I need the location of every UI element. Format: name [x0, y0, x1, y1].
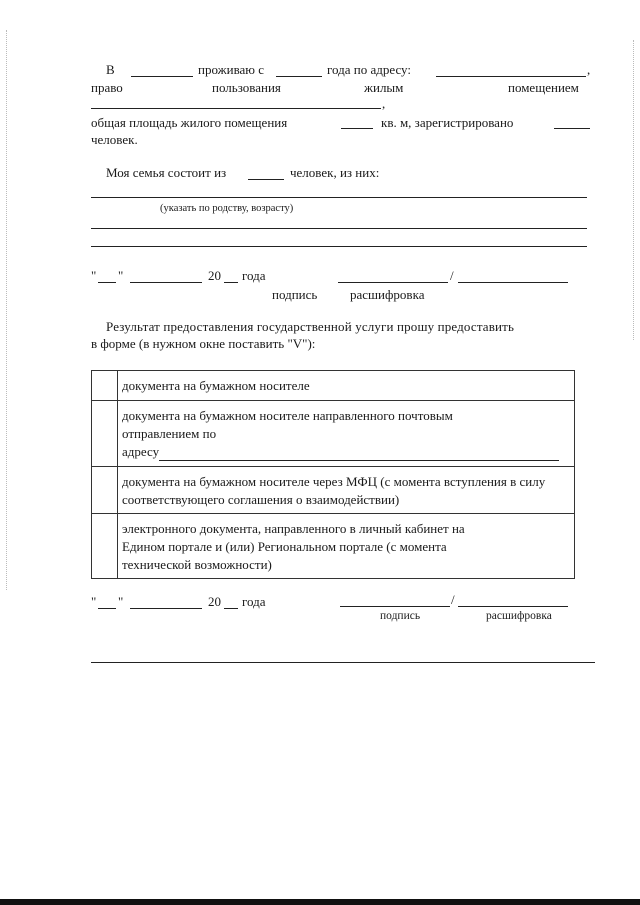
option-text-mfc: документа на бумажном носителе через МФЦ (с момента вступления в силу соответствующего соглашения о взаимодействии) [118, 467, 575, 514]
sig2-decode-blank[interactable] [458, 606, 568, 607]
option-address-blank[interactable] [159, 446, 559, 461]
persons-text: человек. [91, 132, 138, 147]
option-checkbox-paper[interactable] [92, 371, 118, 401]
option-row-electronic [92, 514, 575, 579]
family-persons-text: человек, из них: [290, 165, 380, 180]
comma-1: , [587, 62, 591, 77]
right-word: право [91, 80, 123, 95]
result-line-1: Результат предоставления государственной услуги прошу предоставить [106, 319, 515, 334]
sig1-quote-close: " [118, 268, 124, 283]
family-consists-text: Моя семья состоит из [106, 165, 227, 180]
option-address-row [122, 443, 570, 461]
sig1-signature-blank[interactable] [338, 282, 448, 283]
sig2-slash: / [451, 592, 455, 607]
scan-margin-left [6, 30, 8, 590]
sig2-quote-close: " [118, 594, 124, 609]
sig1-sign-label: подпись [272, 287, 318, 302]
sig1-year-word: года [242, 268, 266, 283]
use-basis-blank[interactable] [91, 108, 381, 109]
use-word: пользования [212, 80, 281, 95]
premises-word: помещением [508, 80, 579, 95]
option-text-mail: документа на бумажном носителе направленного почтовым отправлением по [122, 408, 453, 441]
city-blank[interactable] [131, 76, 193, 77]
comma-2: , [382, 96, 386, 111]
sq-m-text: кв. м, зарегистрировано [381, 115, 514, 130]
since-year-blank[interactable] [276, 76, 322, 77]
option-checkbox-mail[interactable] [92, 401, 118, 467]
sig1-year-blank[interactable] [224, 282, 238, 283]
option-cell-mail [118, 401, 575, 467]
sig2-signature-blank[interactable] [340, 606, 450, 607]
sig1-decode-blank[interactable] [458, 282, 568, 283]
scan-bottom-edge [0, 899, 640, 905]
option-checkbox-mfc[interactable] [92, 467, 118, 514]
family-hint: (указать по родству, возрасту) [160, 203, 294, 214]
option-row-paper [92, 371, 575, 401]
sig1-decode-label: расшифровка [350, 287, 425, 302]
sig2-month-blank[interactable] [130, 608, 202, 609]
sig1-slash: / [450, 268, 454, 283]
sig1-year-prefix: 20 [208, 268, 221, 283]
sig2-day-blank[interactable] [98, 608, 116, 609]
option-checkbox-electronic[interactable] [92, 514, 118, 579]
scan-margin-right [633, 40, 635, 340]
option-address-label: адресу [122, 444, 160, 459]
sig1-month-blank[interactable] [130, 282, 202, 283]
area-blank[interactable] [341, 128, 373, 129]
family-line-1[interactable] [91, 197, 587, 198]
address-blank[interactable] [436, 76, 586, 77]
bottom-separator-line [91, 662, 595, 663]
family-count-blank[interactable] [248, 179, 284, 180]
living-word: жилым [364, 80, 404, 95]
sig2-year-blank[interactable] [224, 608, 238, 609]
option-text-electronic: электронного документа, направленного в личный кабинет на Едином портале и (или) Региональном портале (с момента технической возможности) [118, 514, 575, 579]
family-line-2[interactable] [91, 228, 587, 229]
sig2-decode-label: расшифровка [486, 610, 552, 622]
sig1-day-blank[interactable] [98, 282, 116, 283]
sig2-sign-label: подпись [380, 610, 421, 622]
result-line-2: в форме (в нужном окне поставить "V"): [91, 336, 316, 351]
word-in: В [106, 62, 115, 77]
option-text-paper: документа на бумажном носителе [118, 371, 575, 401]
family-line-3[interactable] [91, 246, 587, 247]
sig2-year-word: года [242, 594, 266, 609]
year-at-address-text: года по адресу: [327, 62, 411, 77]
lives-since-text: проживаю с [198, 62, 265, 77]
area-text: общая площадь жилого помещения [91, 115, 288, 130]
option-row-mfc [92, 467, 575, 514]
sig2-quote-open: " [91, 594, 97, 609]
delivery-options-table [91, 370, 575, 579]
registered-count-blank[interactable] [554, 128, 590, 129]
sig2-year-prefix: 20 [208, 594, 221, 609]
option-row-mail [92, 401, 575, 467]
sig1-quote-open: " [91, 268, 97, 283]
